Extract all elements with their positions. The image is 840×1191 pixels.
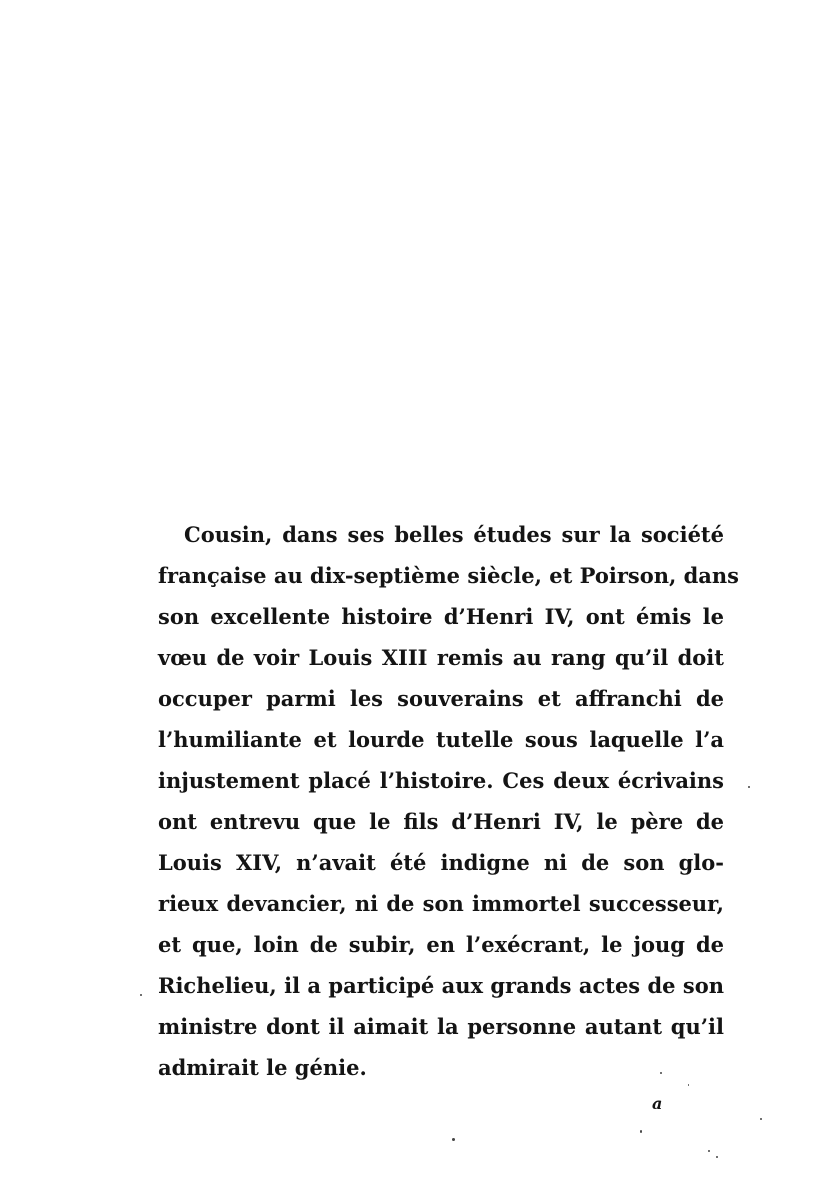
text-line-5: occuper parmi les souverains et affranchi de: [158, 686, 724, 711]
text-line-7: injustement placé l’histoire. Ces deux écrivains: [158, 768, 724, 793]
body-paragraph: [158, 514, 740, 1088]
text-line-11: et que, loin de subir, en l’exécrant, le joug de: [158, 932, 724, 957]
text-line-8: ont entrevu que le fils d’Henri IV, le père de: [158, 809, 724, 834]
scan-speck: [748, 786, 750, 788]
text-line-2: française au dix-septième siècle, et Poirson, dans: [158, 563, 740, 588]
text-line-14: admirait le génie.: [158, 1055, 367, 1080]
scan-speck: [660, 1072, 662, 1074]
text-line-1: Cousin, dans ses belles études sur la société: [184, 522, 724, 547]
scan-speck: [688, 1084, 689, 1086]
text-line-13: ministre dont il aimait la personne autant qu’il: [158, 1014, 724, 1039]
text-line-6: l’humiliante et lourde tutelle sous laquelle l’a: [158, 727, 724, 752]
text-line-3: son excellente histoire d’Henri IV, ont émis le: [158, 604, 724, 629]
scan-speck: [716, 1156, 718, 1158]
text-line-10: rieux devancier, ni de son immortel successeur,: [158, 891, 724, 916]
text-line-9: Louis XIV, n’avait été indigne ni de son glo-: [158, 850, 724, 875]
scan-speck: [140, 994, 142, 996]
scan-speck: [452, 1138, 455, 1141]
text-line-4: vœu de voir Louis XIII remis au rang qu’il doit: [158, 645, 724, 670]
text-line-12: Richelieu, il a participé aux grands actes de son: [158, 973, 724, 998]
scan-speck: [708, 1150, 710, 1152]
scan-speck: [760, 1118, 762, 1120]
scan-speck: [640, 1130, 642, 1133]
signature-mark: a: [652, 1094, 663, 1113]
